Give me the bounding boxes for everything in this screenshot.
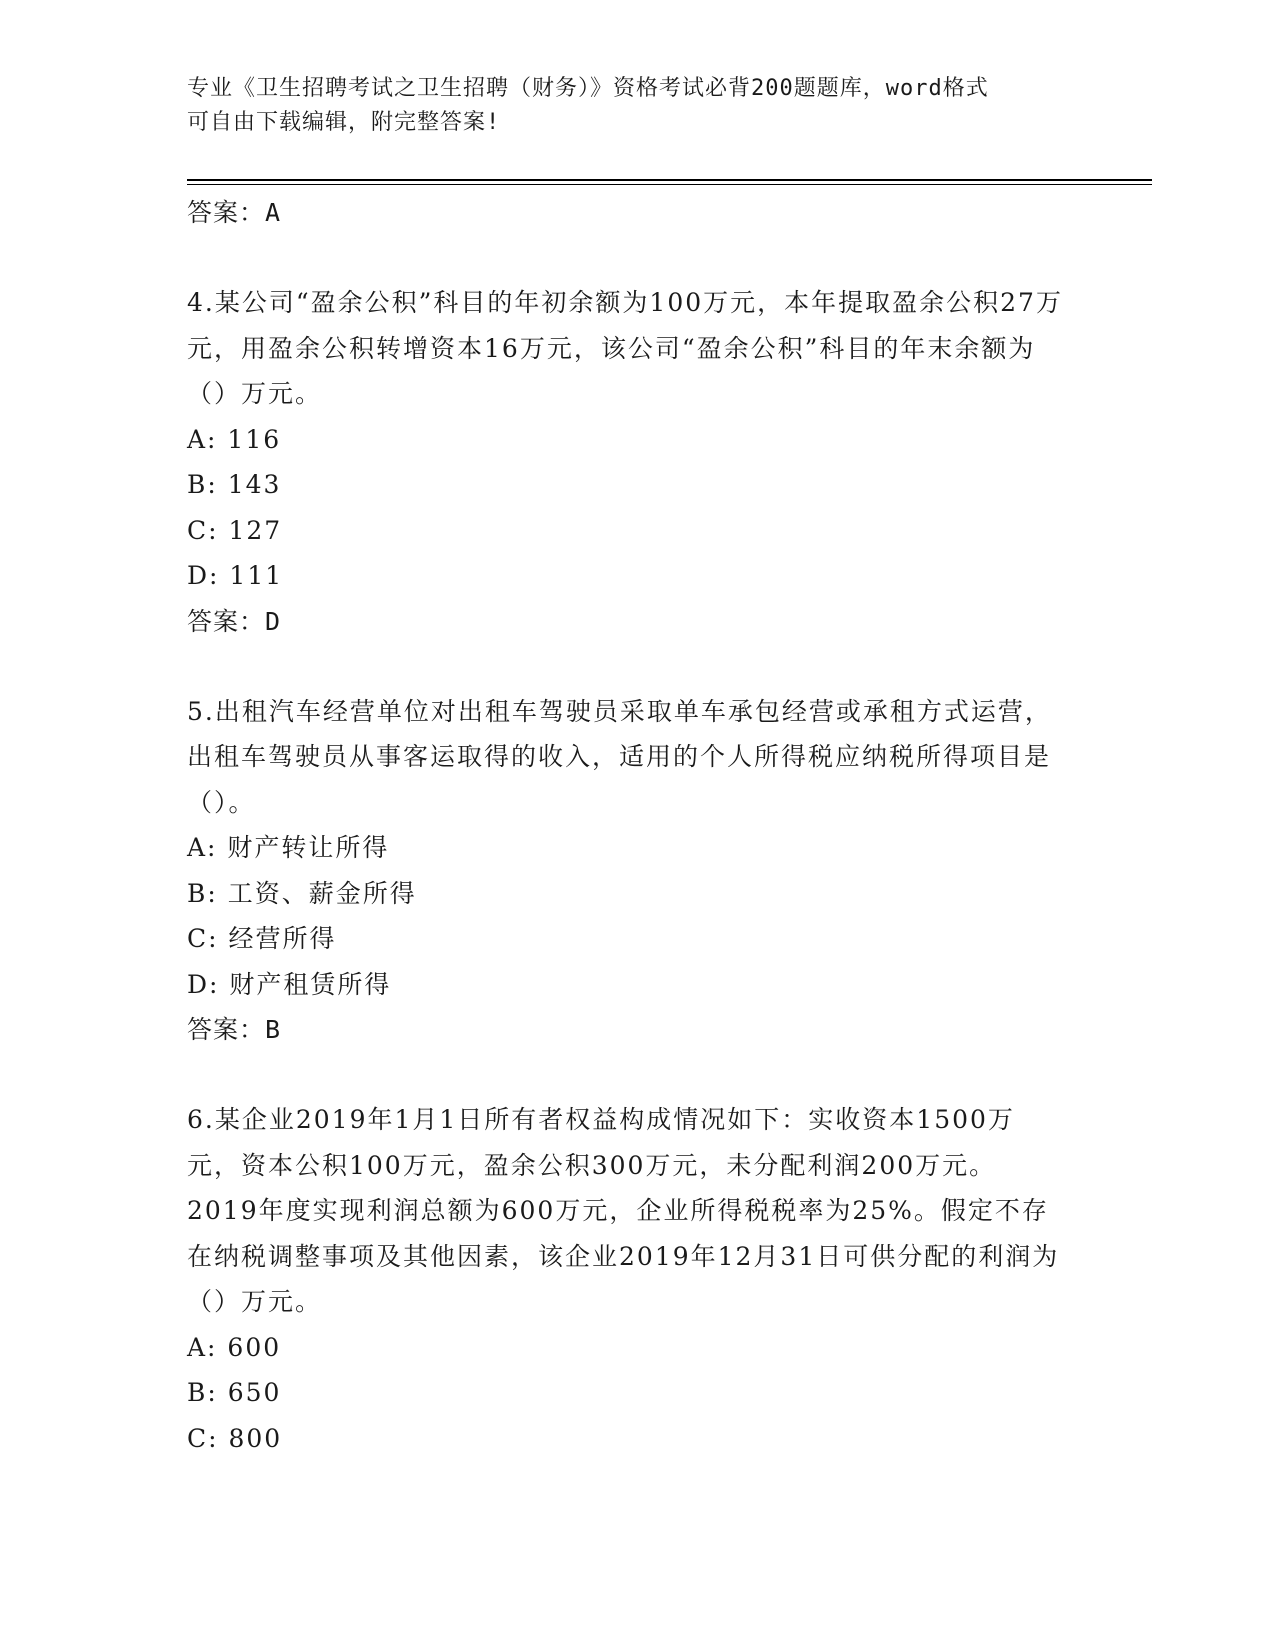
- option-d: D: 111: [187, 561, 284, 590]
- header-line-1: 专业《卫生招聘考试之卫生招聘（财务）》资格考试必背200题题库，word格式: [187, 76, 989, 101]
- option-c: C: 800: [187, 1423, 283, 1453]
- option-c: C: 127: [187, 515, 283, 545]
- question-text: 4.某公司“盈余公积”科目的年初余额为100万元，本年提取盈余公积27万元，用盈余公积转增资本16万元，该公司“盈余公积”科目的年末余额为（）万元。: [187, 288, 1063, 408]
- option-c: C: 经营所得: [187, 924, 337, 953]
- question-block: [187, 689, 1087, 1054]
- question-block: [187, 1097, 1087, 1461]
- option-b: B: 143: [187, 470, 282, 499]
- answer-label: 答案：A: [187, 198, 282, 227]
- question-text: 6.某企业2019年1月1日所有者权益构成情况如下：实收资本1500万元，资本公积100万元，盈余公积300万元，未分配利润200万元。2019年度实现利润总额为600万元，企业所得税税率为25%。假定不存在纳税调整事项及其他因素，该企业2019年12月31日可供分配的利润为（）万元。: [187, 1105, 1060, 1316]
- option-a: A: 财产转让所得: [187, 833, 390, 862]
- option-b: B: 工资、薪金所得: [187, 878, 417, 908]
- answer-label: 答案：D: [187, 606, 282, 636]
- option-a: A: 600: [187, 1332, 282, 1362]
- question-block: [187, 280, 1087, 645]
- option-b: B: 650: [187, 1378, 282, 1407]
- header-rule-thick: [187, 179, 1152, 181]
- header-rule-thin: [187, 184, 1152, 185]
- document-body: [187, 190, 1087, 1461]
- option-d: D: 财产租赁所得: [187, 969, 392, 999]
- document-header: [187, 72, 1087, 140]
- header-line-2: 可自由下载编辑，附完整答案!: [187, 110, 501, 135]
- option-a: A: 116: [187, 424, 282, 454]
- question-text: 5.出租汽车经营单位对出租车驾驶员采取单车承包经营或承租方式运营，出租车驾驶员从事客运取得的收入，适用的个人所得税应纳税所得项目是（）。: [187, 696, 1052, 817]
- answer-label: 答案：B: [187, 1015, 282, 1044]
